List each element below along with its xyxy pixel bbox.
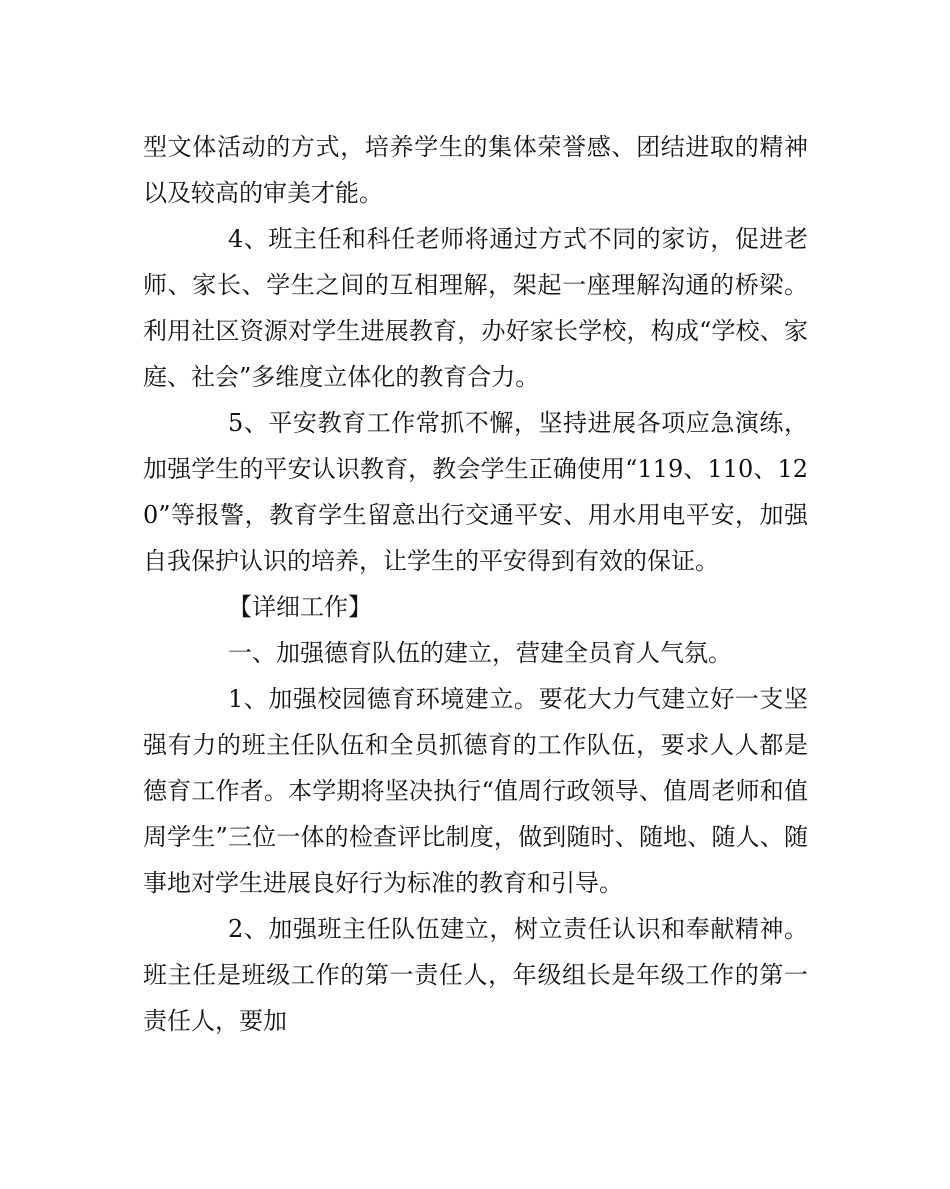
paragraph-sub-1: 1、加强校园德育环境建立。要花大力气建立好一支坚强有力的班主任队伍和全员抓德育的工作队伍，要求人人都是德育工作者。本学期将坚决执行“值周行政领导、值周老师和值周学生”三位一体的检查评比制度，做到随时、随地、随人、随事地对学生进展良好行为标准的教育和引导。 xyxy=(143,685,808,897)
paragraph-item-5: 5、平安教育工作常抓不懈，坚持进展各项应急演练，加强学生的平安认识教育，教会学生正确使用“119、110、120”等报警，教育学生留意出行交通平安、用水用电平安，加强自我保护认识的培养，让学生的平安得到有效的保证。 xyxy=(143,409,808,575)
section-heading: 【详细工作】 xyxy=(228,593,372,621)
paragraph-item-4: 4、班主任和科任老师将通过方式不同的家访，促进老师、家长、学生之间的互相理解，架起一座理解沟通的桥梁。利用社区资源对学生进展教育，办好家长学校，构成“学校、家庭、社会”多维度立体化的教育合力。 xyxy=(143,225,808,391)
document-body xyxy=(143,124,808,1044)
paragraph-sub-2: 2、加强班主任队伍建立，树立责任认识和奉献精神。班主任是班级工作的第一责任人，年级组长是年级工作的第一责任人，要加 xyxy=(143,915,808,1035)
paragraph-continued: 型文体活动的方式，培养学生的集体荣誉感、团结进取的精神以及较高的审美才能。 xyxy=(143,133,808,207)
section-title-1: 一、加强德育队伍的建立，营建全员育人气氛。 xyxy=(228,639,732,667)
